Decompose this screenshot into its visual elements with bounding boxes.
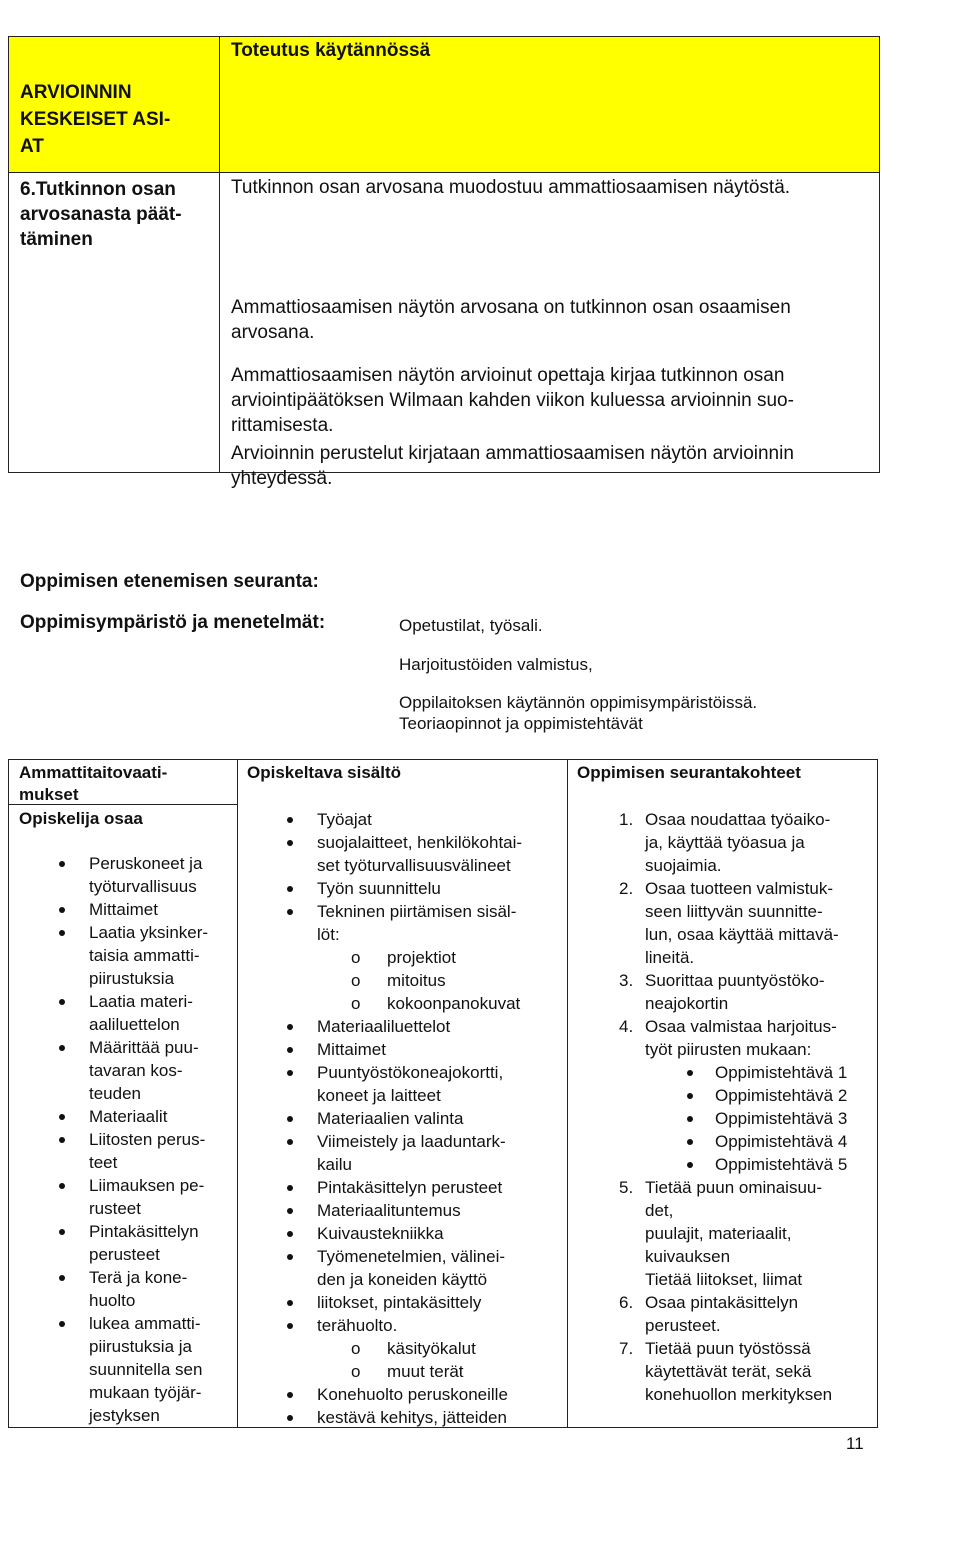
skill-item: Mittaimet bbox=[89, 898, 235, 921]
assessment-item: 7. Tietää puun työstössä käytettävät terät, sekä konehuollon merkityksen bbox=[619, 1339, 833, 1404]
assessment-item: 5. Tietää puun ominaisuu- det, puulajit, materiaalit, kuivauksen Tietää liitokset, liimat bbox=[619, 1178, 823, 1289]
content-item: o projektiot bbox=[351, 948, 456, 967]
row-cell-left bbox=[9, 173, 220, 472]
item-number: 3. bbox=[619, 971, 634, 990]
bullet-icon bbox=[59, 1045, 65, 1051]
circle-bullet-icon: o bbox=[351, 948, 361, 967]
circle-bullet-icon: o bbox=[351, 1339, 361, 1358]
assessment-list bbox=[619, 808, 877, 1406]
bullet-icon bbox=[59, 1229, 65, 1235]
assessment-item: Oppimistehtävä 2 bbox=[645, 1084, 877, 1107]
header-cell-left bbox=[9, 37, 220, 173]
bullet-icon bbox=[287, 1208, 293, 1214]
page-number: 11 bbox=[846, 1434, 864, 1453]
bullet-icon bbox=[59, 1321, 65, 1327]
bullet-icon bbox=[287, 909, 293, 915]
col1-subheader: Opiskelija osaa bbox=[19, 809, 143, 828]
assessment-item: Oppimistehtävä 4 bbox=[645, 1130, 877, 1153]
col3-header: Oppimisen seurantakohteet bbox=[577, 763, 801, 782]
section-heading-progress: Oppimisen etenemisen seuranta: bbox=[20, 571, 319, 592]
row-cell-right bbox=[220, 173, 879, 489]
skill-item: Laatia yksinker- taisia ammatti- piirustuksia bbox=[89, 921, 235, 990]
bullet-icon bbox=[287, 1231, 293, 1237]
item-number: 6. bbox=[619, 1293, 634, 1312]
skill-item: Pintakäsittelyn perusteet bbox=[89, 1220, 235, 1266]
content-item: o muut terät bbox=[351, 1362, 464, 1381]
assessment-item: Oppimistehtävä 5 bbox=[645, 1153, 877, 1176]
item-number: 1. bbox=[619, 810, 634, 829]
bullet-icon bbox=[59, 1137, 65, 1143]
bullet-icon bbox=[59, 907, 65, 913]
bullet-icon bbox=[287, 1254, 293, 1260]
content-item: Konehuolto peruskoneille bbox=[317, 1383, 565, 1406]
skill-item: Liitosten perus- teet bbox=[89, 1128, 235, 1174]
content-item: Viimeistely ja laaduntark- kailu bbox=[317, 1130, 565, 1176]
content-item: suojalaitteet, henkilökohtai- set työturvallisuusvälineet bbox=[317, 831, 565, 877]
content-item: o mitoitus bbox=[351, 971, 446, 990]
circle-bullet-icon: o bbox=[351, 1362, 361, 1381]
paragraph-2: Ammattiosaamisen näytön arvosana on tutkinnon osan osaamisen arvosana. bbox=[231, 297, 791, 343]
circle-bullet-icon: o bbox=[351, 971, 361, 990]
bullet-icon bbox=[687, 1093, 693, 1099]
bullet-icon bbox=[687, 1162, 693, 1168]
paragraph-1: Tutkinnon osan arvosana muodostuu ammattiosaamisen näytöstä. bbox=[231, 177, 791, 198]
bullet-icon bbox=[687, 1139, 693, 1145]
skill-item: Terä ja kone- huolto bbox=[89, 1266, 235, 1312]
skill-item: Peruskoneet ja työturvallisuus bbox=[89, 852, 235, 898]
content-item: Puuntyöstökoneajokortti, koneet ja laitteet bbox=[317, 1061, 565, 1107]
content-item: Tekninen piirtämisen sisäl- löt: bbox=[317, 900, 565, 946]
content-item: Materiaalien valinta bbox=[317, 1107, 565, 1130]
bullet-icon bbox=[59, 1183, 65, 1189]
evaluation-table bbox=[8, 36, 880, 489]
paragraph-4: Arvioinnin perustelut kirjataan ammattiosaamisen näytön arvioinnin yhteydessä. bbox=[231, 443, 794, 489]
assessment-item: 4. Osaa valmistaa harjoitus- työt piirusten mukaan: bbox=[619, 1017, 837, 1059]
section-heading-environment: Oppimisympäristö ja menetelmät: bbox=[20, 612, 326, 633]
row-left-text: 6.Tutkinnon osan arvosanasta päät- täminen bbox=[20, 179, 182, 250]
assessment-item: 2. Osaa tuotteen valmistuk- seen liittyvän suunnitte- lun, osaa käyttää mittavä- lineitä. bbox=[619, 879, 839, 967]
bullet-icon bbox=[287, 1300, 293, 1306]
bullet-icon bbox=[59, 1275, 65, 1281]
skill-item: lukea ammatti- piirustuksia ja suunnitella sen mukaan työjär- jestyksen bbox=[89, 1312, 235, 1427]
item-number: 7. bbox=[619, 1339, 634, 1358]
bullet-icon bbox=[287, 886, 293, 892]
content-item: Materiaalituntemus bbox=[317, 1199, 565, 1222]
column-divider-1 bbox=[237, 760, 238, 1427]
bullet-icon bbox=[287, 1070, 293, 1076]
learning-table bbox=[8, 759, 878, 1428]
content-item: o kokoonpanokuvat bbox=[351, 994, 521, 1013]
bullet-icon bbox=[287, 1323, 293, 1329]
content-item: Materiaaliluettelot bbox=[317, 1015, 565, 1038]
bullet-icon bbox=[687, 1116, 693, 1122]
bullet-icon bbox=[287, 1415, 293, 1421]
environment-line-1: Opetustilat, työsali. bbox=[399, 616, 543, 635]
skill-item: Materiaalit bbox=[89, 1105, 235, 1128]
header-cell-right bbox=[220, 37, 879, 173]
bullet-icon bbox=[287, 817, 293, 823]
content-item: o käsityökalut bbox=[351, 1339, 476, 1358]
bullet-icon bbox=[287, 1116, 293, 1122]
bullet-icon bbox=[287, 1185, 293, 1191]
bullet-icon bbox=[59, 1114, 65, 1120]
assessment-item: 3. Suorittaa puuntyöstöko- neajokortin bbox=[619, 971, 825, 1013]
skill-item: Määrittää puu- tavaran kos- teuden bbox=[89, 1036, 235, 1105]
assessment-item: Oppimistehtävä 1 bbox=[645, 1061, 877, 1084]
item-number: 5. bbox=[619, 1178, 634, 1197]
bullet-icon bbox=[287, 1024, 293, 1030]
content-item: kestävä kehitys, jätteiden bbox=[317, 1406, 565, 1429]
environment-line-4: Teoriaopinnot ja oppimistehtävät bbox=[399, 714, 643, 733]
bullet-icon bbox=[59, 861, 65, 867]
column-divider-2 bbox=[567, 760, 568, 1427]
content-item: Kuivaustekniikka bbox=[317, 1222, 565, 1245]
circle-bullet-icon: o bbox=[351, 994, 361, 1013]
environment-line-2: Harjoitustöiden valmistus, bbox=[399, 655, 593, 674]
header-right-text: Toteutus käytännössä bbox=[231, 40, 431, 61]
content-item: Työajat bbox=[317, 808, 565, 831]
bullet-icon bbox=[687, 1070, 693, 1076]
bullet-icon bbox=[59, 930, 65, 936]
environment-line-3: Oppilaitoksen käytännön oppimisympäristöissä. bbox=[399, 693, 758, 712]
content-item: Pintakäsittelyn perusteet bbox=[317, 1176, 565, 1199]
paragraph-3: Ammattiosaamisen näytön arvioinut opettaja kirjaa tutkinnon osan arviointipäätöksen Wilmaan kahden viikon kuluessa arvioinnin suo- rittamisesta. bbox=[231, 365, 794, 436]
content-item: Mittaimet bbox=[317, 1038, 565, 1061]
content-item: terähuolto. bbox=[317, 1314, 565, 1337]
header-left-text: ARVIOINNIN KESKEISET ASI- AT bbox=[20, 82, 171, 157]
col1-header: Ammattitaitovaati- mukset bbox=[19, 763, 168, 804]
col2-header: Opiskeltava sisältö bbox=[247, 763, 402, 782]
skills-list bbox=[89, 852, 235, 1427]
item-number: 4. bbox=[619, 1017, 634, 1036]
content-item: Työmenetelmien, välinei- den ja koneiden käyttö bbox=[317, 1245, 565, 1291]
assessment-item: 1. Osaa noudattaa työaiko- ja, käyttää työasua ja suojaimia. bbox=[619, 810, 831, 875]
item-number: 2. bbox=[619, 879, 634, 898]
bullet-icon bbox=[287, 1139, 293, 1145]
skill-item: Laatia materi- aaliluettelon bbox=[89, 990, 235, 1036]
bullet-icon bbox=[287, 1047, 293, 1053]
bullet-icon bbox=[287, 840, 293, 846]
content-item: liitokset, pintakäsittely bbox=[317, 1291, 565, 1314]
skill-item: Liimauksen pe- rusteet bbox=[89, 1174, 235, 1220]
assessment-item: Oppimistehtävä 3 bbox=[645, 1107, 877, 1130]
content-item: Työn suunnittelu bbox=[317, 877, 565, 900]
bullet-icon bbox=[59, 999, 65, 1005]
bullet-icon bbox=[287, 1392, 293, 1398]
assessment-item: 6. Osaa pintakäsittelyn perusteet. bbox=[619, 1293, 799, 1335]
content-list bbox=[317, 808, 565, 1429]
